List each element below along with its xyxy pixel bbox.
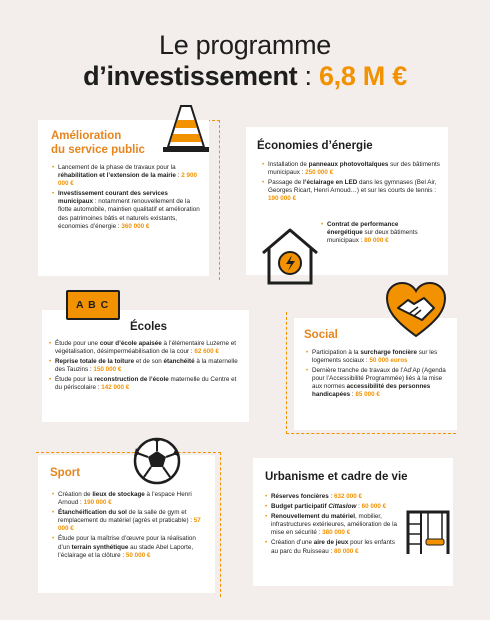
house-energy-icon	[257, 225, 323, 287]
card-ecoles	[42, 310, 249, 422]
list-item: • Création de lieux de stockage à l’espace Henri Arnoud : 190 000 €	[52, 491, 208, 507]
list-item: • Budget participatif Cittaslow : 60 000 €	[265, 503, 397, 511]
page-title	[0, 30, 490, 92]
heart-handshake-icon	[384, 280, 448, 340]
card-heading: Amélioration du service public	[51, 130, 145, 156]
list-item: • Dernière tranche de travaux de l’Ad’Ap (Agenda pour l’Accessibilité Programmée) liés à la mise aux normes accessibilité des personnes handicapées : 85 000 €	[306, 367, 452, 399]
list-item: • Passage de l’éclairage en LED dans les gymnases (Bel Air, Georges Ricart, Henri Arnoud…) et sur les courts de tennis : 190 000 €	[262, 179, 440, 203]
card-heading: Écoles	[130, 321, 168, 333]
card-heading: Économies d’énergie	[257, 140, 373, 152]
traffic-cone-icon	[160, 103, 212, 155]
list-item: • Contrat de performance énergétique sur deux bâtiments municipaux : 80 000 €	[321, 221, 431, 245]
list-item: • Étude pour la maîtrise d’œuvre pour la réalisation d’un terrain synthétique au stade Abel Laporte, l’éclairage et la clôture : 50 000 €	[52, 535, 208, 559]
list-item: • Étude pour une cour d’école apaisée à l’élémentaire Luzerne et végétalisation, désimperméabilisation de la cour : 62 600 €	[49, 340, 245, 356]
list-item: • Participation à la surcharge foncière sur les logements sociaux : 50 000 euros	[306, 349, 452, 365]
playground-icon	[404, 506, 452, 556]
list-item: • Reprise totale de la toiture et de son étanchéité à la maternelle des Tauzins : 150 000 €	[49, 358, 245, 374]
soccer-ball-icon	[132, 436, 182, 486]
title-line-2: d’investissement : 6,8 M €	[83, 61, 407, 91]
title-line-1: Le programme	[159, 30, 331, 60]
list-item: • Investissement courant des services municipaux : notamment renouvellement de la flotte automobile, maintien qualitatif et amélioration des patrimoines bâtis et naturels existants, économies d’énergie : 360 000 €	[52, 190, 200, 230]
card-sport	[38, 455, 215, 593]
list-item: • Étanchéification du sol de la salle de gym et remplacement du matériel (agrès et praticable) : 57 000 €	[52, 509, 208, 533]
total-amount: 6,8 M €	[318, 61, 407, 91]
list-item: • Étude pour la reconstruction de l’école maternelle du Centre et du périscolaire : 142 000 €	[49, 376, 245, 392]
card-heading: Social	[304, 329, 338, 341]
list-item: • Lancement de la phase de travaux pour la réhabilitation et l’extension de la mairie : 2 900 000 €	[52, 164, 200, 188]
chalkboard-text: A B C	[76, 299, 110, 311]
list-item: • Renouvellement du matériel, mobilier, infrastructures extérieures, amélioration de la mise en sécurité : 380 000 €	[265, 513, 397, 537]
card-heading: Sport	[50, 467, 81, 479]
chalkboard-icon	[66, 290, 120, 320]
list-item: • Réserves foncières : 632 000 €	[265, 493, 397, 501]
card-heading: Urbanisme et cadre de vie	[265, 471, 408, 483]
list-item: • Installation de panneaux photovoltaïques sur des bâtiments municipaux : 250 000 €	[262, 161, 440, 177]
list-item: • Création d’une aire de jeux pour les enfants au parc du Ruisseau : 80 000 €	[265, 539, 397, 555]
